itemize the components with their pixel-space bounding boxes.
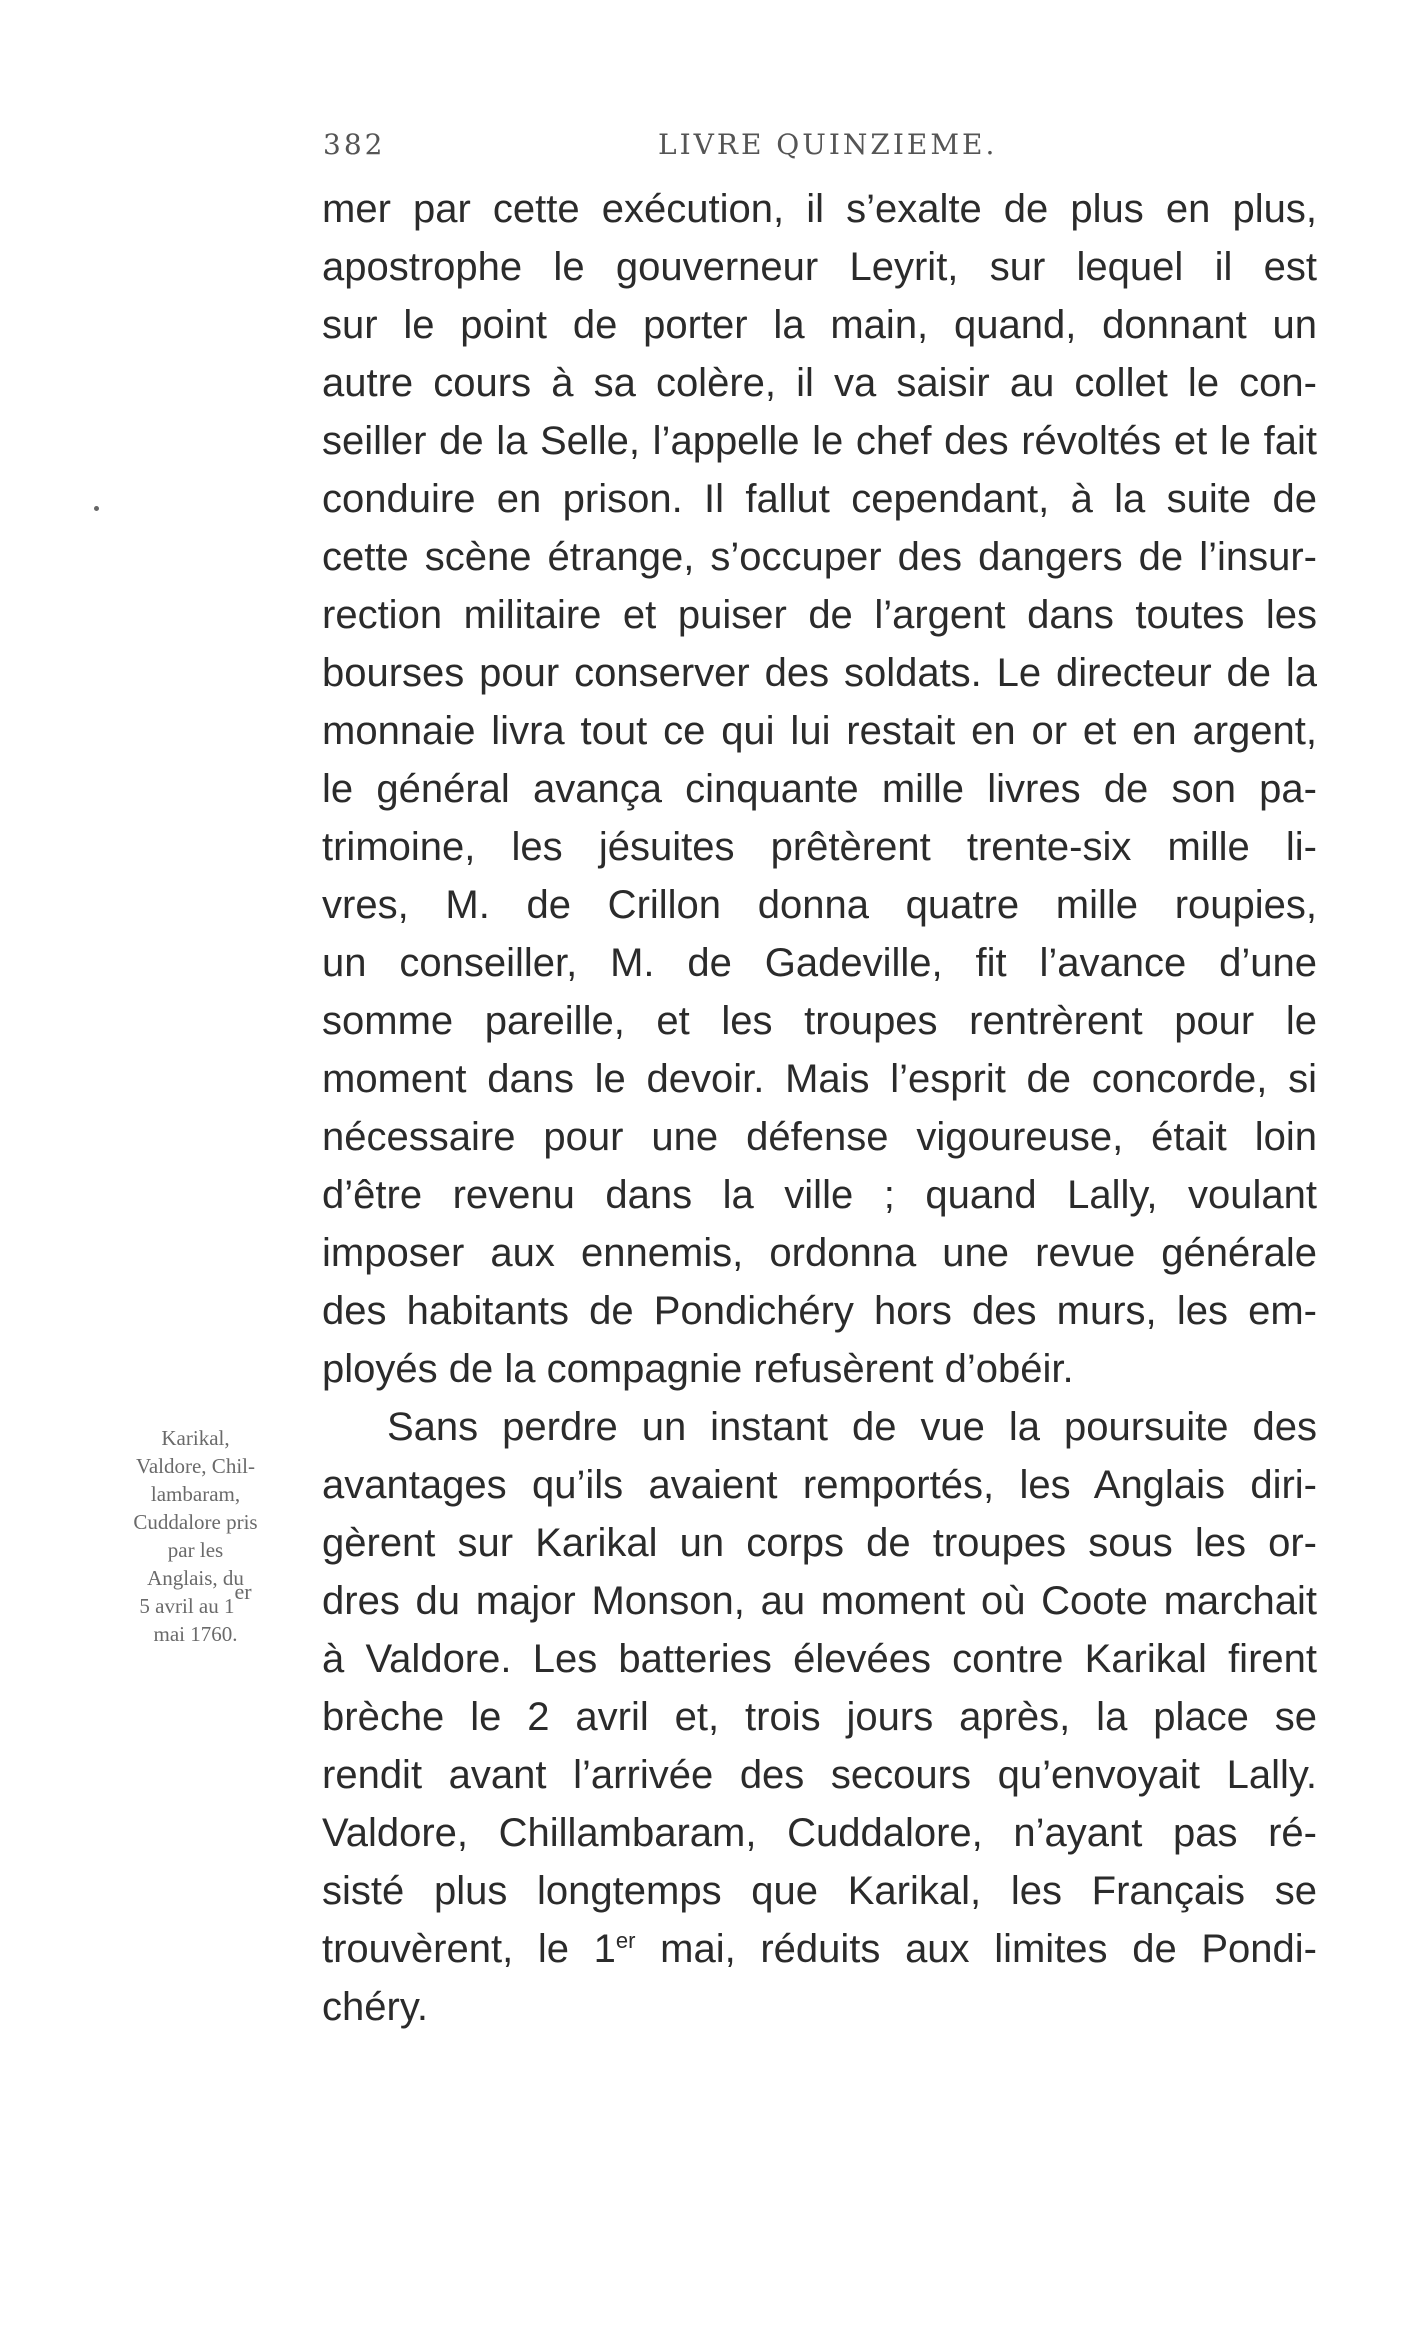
margin-note-line: lambaram, xyxy=(150,1482,241,1506)
text-line: monnaie livra tout ce qui lui restait en or et en argent, xyxy=(322,709,1317,753)
text-line: mer par cette exécution, il s’exalte de plus en plus, xyxy=(322,187,1317,231)
text-line: avantages qu’ils avaient remportés, les Anglais diri- xyxy=(322,1463,1317,1507)
text-line: nécessaire pour une défense vigoureuse, était loin xyxy=(322,1115,1317,1159)
text-line: Valdore, Chillambaram, Cuddalore, n’ayant pas ré- xyxy=(322,1811,1317,1855)
margin-note-line: Karikal, xyxy=(161,1426,230,1450)
text-line: le général avança cinquante mille livres de son pa- xyxy=(322,767,1317,811)
margin-note xyxy=(108,1424,283,1648)
text-line: trouvèrent, le 1er mai, réduits aux limites de Pondi- xyxy=(322,1927,1317,1971)
text-line: d’être revenu dans la ville ; quand Lally, voulant xyxy=(322,1173,1317,1217)
stray-ink-mark xyxy=(94,506,99,511)
page-number: 382 xyxy=(323,128,386,161)
text-line: gèrent sur Karikal un corps de troupes sous les or- xyxy=(322,1521,1317,1565)
paragraph-start-line: Sans perdre un instant de vue la poursuite des xyxy=(387,1405,1317,1449)
margin-note-line: Anglais, du xyxy=(147,1566,244,1590)
text-line: somme pareille, et les troupes rentrèrent pour le xyxy=(322,999,1317,1043)
text-line: moment dans le devoir. Mais l’esprit de concorde, si xyxy=(322,1057,1317,1101)
body-text xyxy=(322,180,1317,2036)
text-line: rendit avant l’arrivée des secours qu’envoyait Lally. xyxy=(322,1753,1317,1797)
paragraph-end-line: ployés de la compagnie refusèrent d’obéir. xyxy=(322,1347,1074,1391)
text-line: autre cours à sa colère, il va saisir au collet le con- xyxy=(322,361,1317,405)
running-title: LIVRE QUINZIEME. xyxy=(658,128,998,161)
text-line: bourses pour conserver des soldats. Le directeur de la xyxy=(322,651,1317,695)
text-line: brèche le 2 avril et, trois jours après, la place se xyxy=(322,1695,1317,1739)
text-line: sisté plus longtemps que Karikal, les Français se xyxy=(322,1869,1317,1913)
text-line: cette scène étrange, s’occuper des dangers de l’insur- xyxy=(322,535,1317,579)
margin-note-line: mai 1760. xyxy=(153,1622,238,1646)
text-line: sur le point de porter la main, quand, donnant un xyxy=(322,303,1317,347)
text-line: vres, M. de Crillon donna quatre mille roupies, xyxy=(322,883,1317,927)
text-line: des habitants de Pondichéry hors des murs, les em- xyxy=(322,1289,1317,1333)
text-line: apostrophe le gouverneur Leyrit, sur lequel il est xyxy=(322,245,1317,289)
text-line: imposer aux ennemis, ordonna une revue générale xyxy=(322,1231,1317,1275)
margin-note-line: Valdore, Chil- xyxy=(136,1454,255,1478)
text-line: à Valdore. Les batteries élevées contre Karikal firent xyxy=(322,1637,1317,1681)
text-line: conduire en prison. Il fallut cependant, à la suite de xyxy=(322,477,1317,521)
margin-note-line: par les xyxy=(167,1538,224,1562)
text-line: seiller de la Selle, l’appelle le chef des révoltés et le fait xyxy=(322,419,1317,463)
page-header xyxy=(323,128,1313,178)
text-line: trimoine, les jésuites prêtèrent trente-six mille li- xyxy=(322,825,1317,869)
text-line: un conseiller, M. de Gadeville, fit l’avance d’une xyxy=(322,941,1317,985)
margin-note-line: Cuddalore pris xyxy=(133,1510,258,1534)
text-line: rection militaire et puiser de l’argent dans toutes les xyxy=(322,593,1317,637)
paragraph-end-line: chéry. xyxy=(322,1985,428,2029)
margin-note-line: 5 avril au 1er xyxy=(139,1579,252,1618)
text-line: dres du major Monson, au moment où Coote marchait xyxy=(322,1579,1317,1623)
